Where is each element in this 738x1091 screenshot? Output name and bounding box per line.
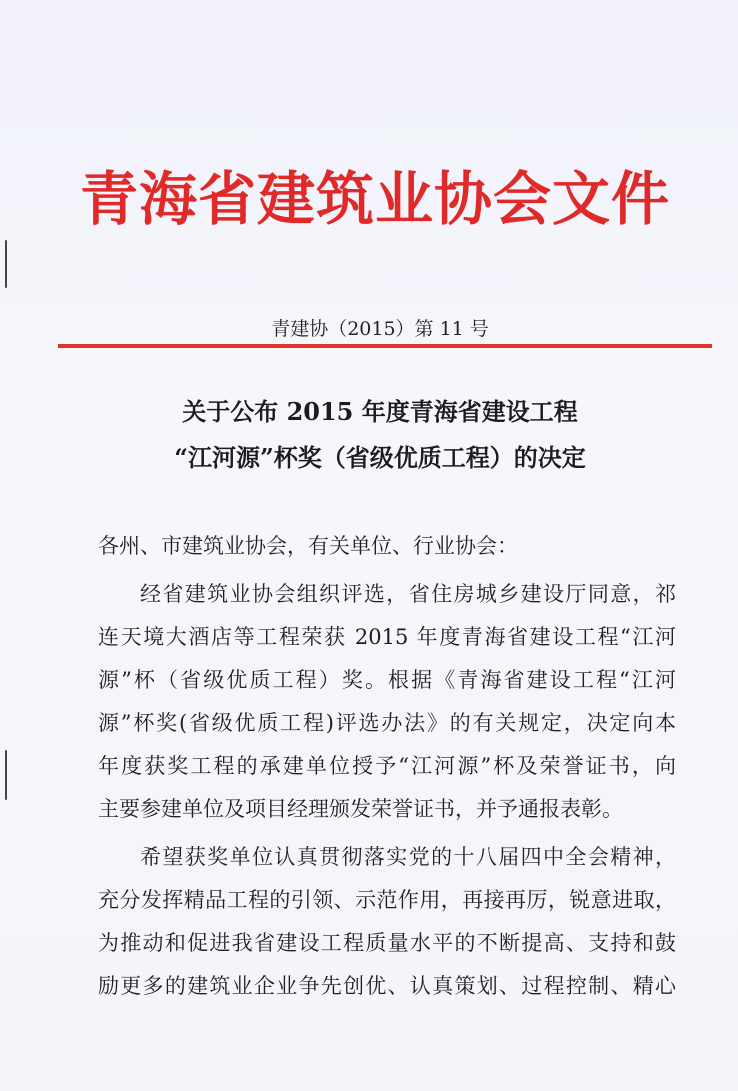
salutation: 各州、市建筑业协会，有关单位、行业协会： [98,534,518,558]
paragraph-line: 源”杯（省级优质工程）奖。根据《青海省建设工程“江河 [98,668,676,692]
paragraph-line: 为推动和促进我省建设工程质量水平的不断提高、支持和鼓 [98,931,676,955]
binding-mark [5,240,7,288]
paragraph-line: 充分发挥精品工程的引领、示范作用，再接再厉，锐意进取， [98,888,676,912]
paragraph-line: 经省建筑业协会组织评选，省住房城乡建设厅同意，祁 [140,582,676,606]
document-title-line-2: “江河源”杯奖（省级优质工程）的决定 [174,443,586,472]
masthead-title: 青海省建筑业协会文件 [79,165,670,233]
paragraph-line: 主要参建单位及项目经理颁发荣誉证书，并予通报表彰。 [98,797,623,821]
paragraph-line: 连天境大酒店等工程荣获 2015 年度青海省建设工程“江河 [98,625,676,649]
red-divider-line [58,344,712,348]
paragraph-line: 励更多的建筑业企业争先创优、认真策划、过程控制、精心 [98,974,676,998]
binding-mark [5,750,7,800]
paragraph-line: 年度获奖工程的承建单位授予“江河源”杯及荣誉证书，向 [98,754,676,778]
paragraph-line: 源”杯奖(省级优质工程)评选办法》的有关规定，决定向本 [98,711,676,735]
document-title-line-1: 关于公布 2015 年度青海省建设工程 [182,397,578,426]
paragraph-line: 希望获奖单位认真贯彻落实党的十八届四中全会精神， [140,845,676,869]
document-number: 青建协（2015）第 11 号 [271,318,489,340]
